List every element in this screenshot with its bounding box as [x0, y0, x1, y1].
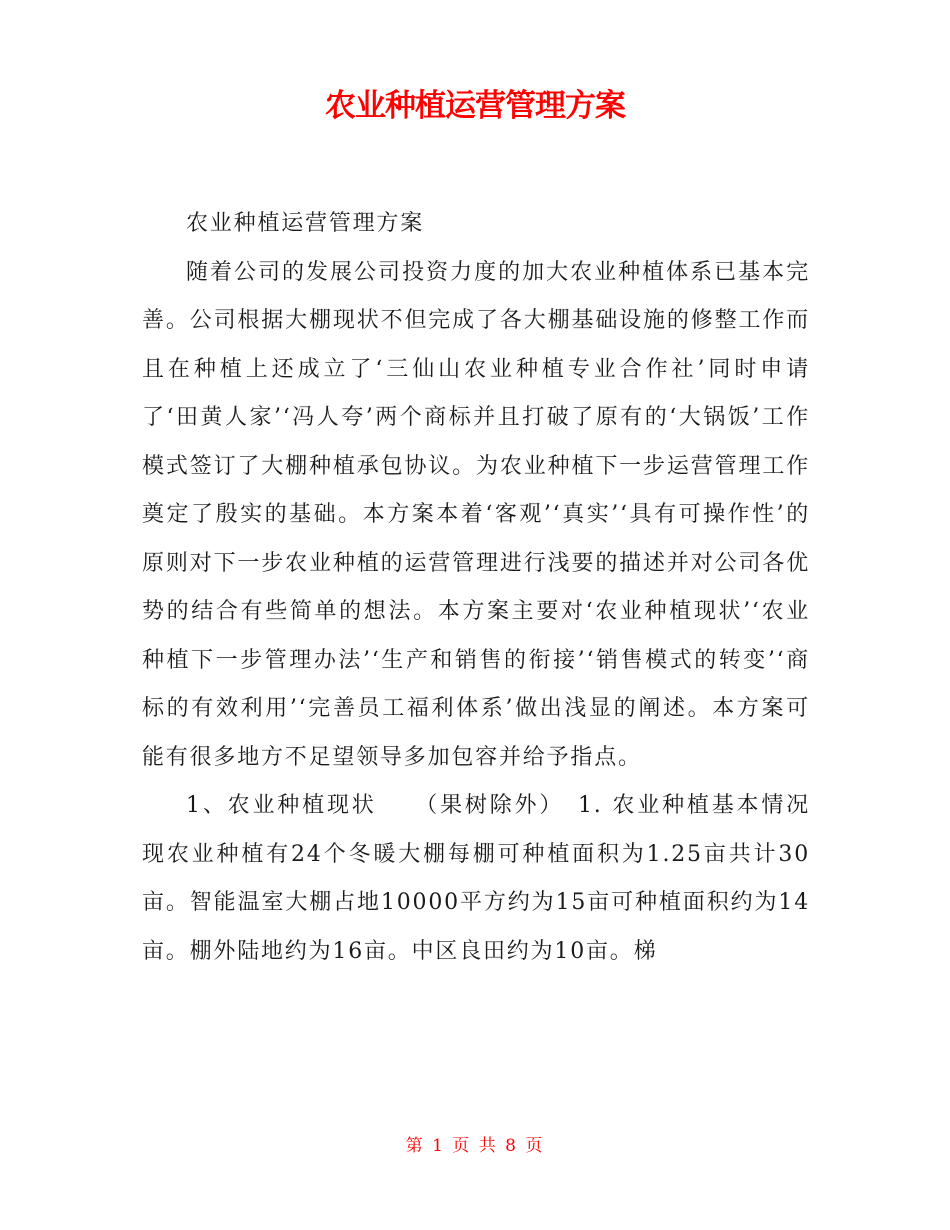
body-paragraph-status: 1、农业种植现状 （果树除外） 1. 农业种植基本情况 现农业种植有24个冬暖大棚每棚可种植面积为1.25亩共计30亩。智能温室大棚占地10000平方约为15亩可种植面积约为14亩。棚外陆地约为16亩。中区良田约为10亩。梯	[142, 793, 858, 964]
body-paragraph-heading: 农业种植运营管理方案	[186, 211, 425, 236]
page-number-footer: 第 1 页 共 8 页	[405, 1136, 545, 1156]
body-paragraph-intro: 随着公司的发展公司投资力度的加大农业种植体系已基本完善。公司根据大棚现状不但完成了各大棚基础设施的修整工作而且在种植上还成立了‘三仙山农业种植专业合作社’同时申请了‘田黄人家’‘冯人夸’两个商标并且打破了原有的‘大锅饭’工作模式签订了大棚种植承包协议。为农业种植下一步运营管理工作奠定了殷实的基础。本方案本着‘客观’‘真实’‘具有可操作性’的原则对下一步农业种植的运营管理进行浅要的描述并对公司各优势的结合有些简单的想法。本方案主要对‘农业种植现状’‘农业种植下一步管理办法’‘生产和销售的衔接’‘销售模式的转变’‘商标的有效利用’‘完善员工福利体系’做出浅显的阐述。本方案可能有很多地方不足望领导多加包容并给予指点。	[142, 259, 810, 770]
document-body	[142, 200, 858, 976]
document-title: 农业种植运营管理方案	[325, 88, 625, 124]
